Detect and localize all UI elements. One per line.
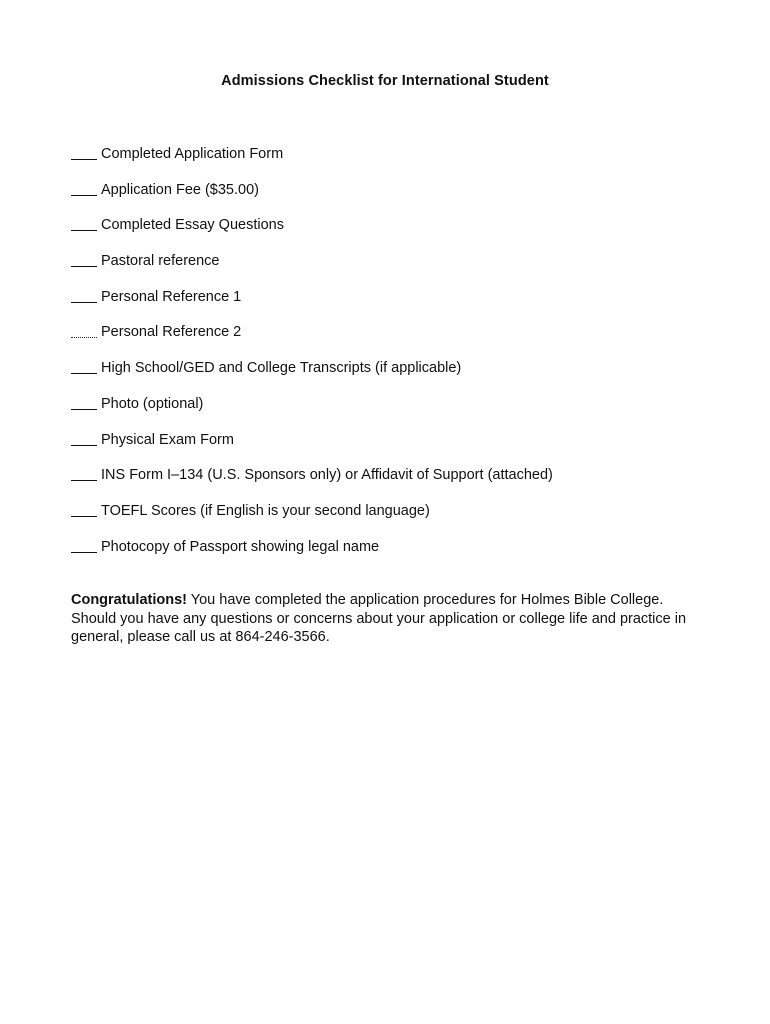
checkbox-blank-line[interactable] bbox=[71, 538, 97, 553]
checklist-item bbox=[71, 288, 553, 324]
checklist-item bbox=[71, 181, 553, 217]
checkbox-blank-line[interactable] bbox=[71, 431, 97, 446]
closing-lead: Congratulations! bbox=[71, 592, 187, 608]
checklist-item bbox=[71, 395, 553, 431]
checkbox-blank-line[interactable] bbox=[71, 359, 97, 374]
checklist-item-label: Completed Essay Questions bbox=[101, 217, 284, 234]
checklist-item bbox=[71, 252, 553, 288]
checklist-item-label: High School/GED and College Transcripts (if applicable) bbox=[101, 360, 462, 377]
checklist-item-label: Personal Reference 2 bbox=[101, 324, 242, 341]
checklist-item-label: Photo (optional) bbox=[101, 395, 204, 412]
checklist-item-label: Physical Exam Form bbox=[101, 431, 234, 448]
page-title: Admissions Checklist for International Student bbox=[221, 73, 549, 89]
checklist-item-label: Completed Application Form bbox=[101, 146, 284, 162]
checkbox-blank-line[interactable] bbox=[71, 395, 97, 410]
checklist-item-label: TOEFL Scores (if English is your second language) bbox=[101, 502, 430, 519]
checkbox-blank-line[interactable] bbox=[71, 145, 97, 160]
closing-body: You have completed the application procedures for Holmes Bible College. Should you have any questions or concerns about your application or college life and practice in general, please call us at 864-246-3566. bbox=[71, 592, 687, 645]
checkbox-blank-line[interactable] bbox=[71, 252, 97, 267]
checklist-item-label: Photocopy of Passport showing legal name bbox=[101, 538, 380, 555]
checklist-item bbox=[71, 323, 553, 359]
closing-paragraph bbox=[71, 591, 711, 647]
checklist-item bbox=[71, 431, 553, 467]
checklist-item-label: INS Form I–134 (U.S. Sponsors only) or Affidavit of Support (attached) bbox=[101, 467, 553, 484]
checklist-item-label: Pastoral reference bbox=[101, 253, 220, 270]
checkbox-blank-line[interactable] bbox=[71, 181, 97, 196]
checklist-item-label: Application Fee ($35.00) bbox=[101, 181, 259, 198]
checklist-item bbox=[71, 216, 553, 252]
checklist-item bbox=[71, 538, 553, 574]
checkbox-blank-line[interactable] bbox=[71, 288, 97, 303]
checkbox-blank-line[interactable] bbox=[71, 323, 97, 338]
checklist-item-label: Personal Reference 1 bbox=[101, 288, 242, 305]
admissions-checklist bbox=[71, 145, 553, 573]
checkbox-blank-line[interactable] bbox=[71, 216, 97, 231]
checkbox-blank-line[interactable] bbox=[71, 502, 97, 517]
checkbox-blank-line[interactable] bbox=[71, 466, 97, 481]
checklist-item bbox=[71, 145, 553, 181]
checklist-item bbox=[71, 502, 553, 538]
checklist-item bbox=[71, 466, 553, 502]
checklist-item bbox=[71, 359, 553, 395]
